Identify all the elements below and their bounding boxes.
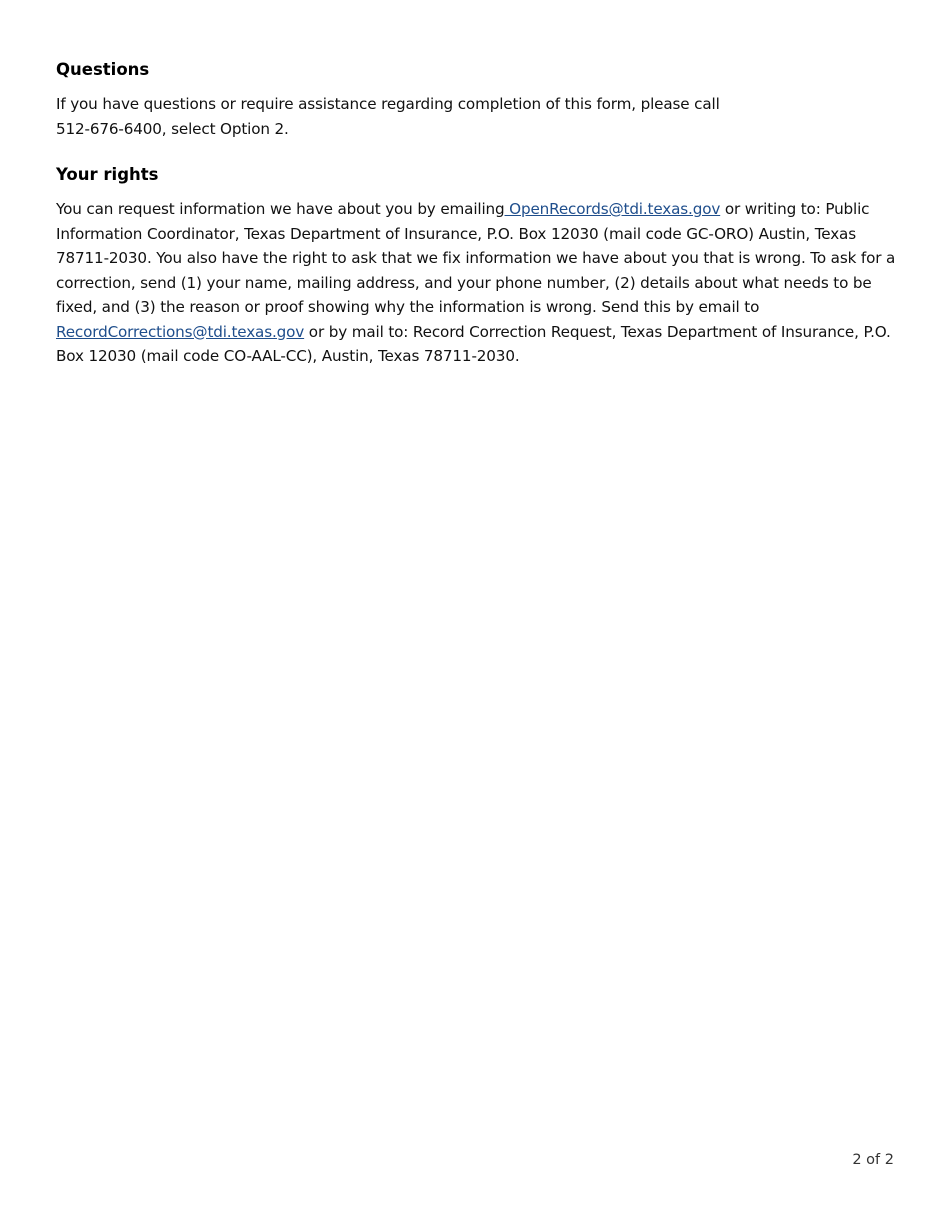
page-number: 2 of 2 — [852, 1152, 894, 1168]
rights-section — [56, 163, 896, 369]
questions-heading: Questions — [56, 60, 150, 79]
rights-heading: Your rights — [56, 165, 159, 184]
questions-section — [56, 58, 896, 141]
questions-line-1: If you have questions or require assistance regarding completion of this form, please call — [56, 95, 720, 113]
questions-paragraph — [56, 92, 896, 141]
open-records-email-link[interactable]: OpenRecords@tdi.texas.gov — [504, 200, 721, 218]
rights-text-middle: or writing to: Public Information Coordinator, Texas Department of Insurance, P.O. Box 12030 (mail code GC-ORO) Austin, Texas 78711-2030. You also have the right to ask that we fix information we have about you that is wrong. To ask for a correction, send (1) your name, mailing address, and your phone number, (2) details about what needs to be fixed, and (3) the reason or proof showing why the information is wrong. Send this by email to — [56, 200, 896, 316]
document-page — [56, 58, 896, 369]
questions-line-2: 512-676-6400, select Option 2. — [56, 119, 289, 138]
rights-paragraph — [56, 197, 896, 369]
rights-text-end: or by mail to: Record Correction Request, Texas Department of Insurance, P.O. Box 12030 (mail code CO-AAL-CC), Austin, Texas 78711-2030. — [56, 322, 891, 365]
record-corrections-email-link[interactable]: RecordCorrections@tdi.texas.gov — [56, 322, 305, 341]
rights-text-intro: You can request information we have about you by emailing — [56, 200, 505, 218]
